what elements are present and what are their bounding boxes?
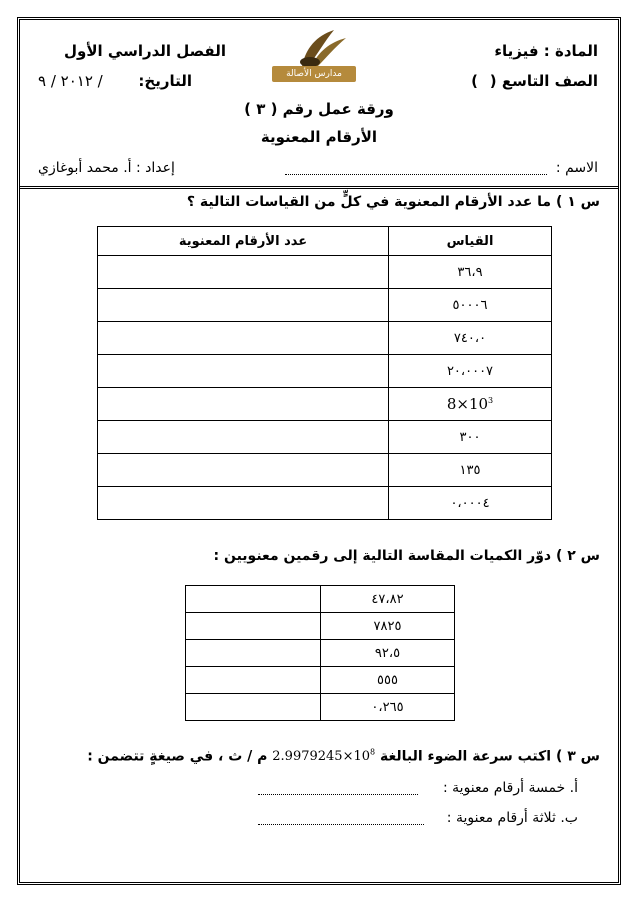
answer-cell[interactable] — [98, 322, 389, 355]
class-label: الصف التاسع ( — [489, 72, 598, 90]
q2-question: س ٢ ) دوّر الكميات المقاسة التالية إلى رقمين معنويين : — [213, 548, 600, 564]
quantity-cell: ٠،٢٦٥ — [321, 694, 455, 721]
answer-cell[interactable] — [186, 640, 321, 667]
table-row — [186, 640, 455, 667]
table-row — [186, 613, 455, 640]
measurement-cell: ١٣٥ — [389, 454, 552, 487]
answer-cell[interactable] — [186, 667, 321, 694]
answer-cell[interactable] — [186, 586, 321, 613]
measurement-cell: ٧٤٠،٠ — [389, 322, 552, 355]
q3-question-end: م / ث ، في صيغةٍ تتضمن : — [87, 748, 268, 765]
q2-table — [185, 585, 455, 721]
header-divider — [20, 186, 618, 189]
measurement-cell: ٠،٠٠٠٤ — [389, 487, 552, 520]
prepared-by: إعداد : أ. محمد أبوغازي — [38, 160, 175, 176]
answer-cell[interactable] — [98, 388, 389, 421]
school-logo — [272, 28, 356, 95]
table-row — [98, 487, 552, 520]
name-field[interactable] — [285, 174, 547, 175]
table-row — [186, 586, 455, 613]
part-a-answer[interactable] — [258, 794, 418, 795]
table-row — [186, 667, 455, 694]
quill-icon — [272, 28, 356, 68]
class-close: ) — [471, 72, 478, 90]
table-row — [98, 322, 552, 355]
answer-cell[interactable] — [98, 289, 389, 322]
answer-cell[interactable] — [186, 694, 321, 721]
measurement-cell: ٥٠٠٠٦ — [389, 289, 552, 322]
q3-question-start: س ٣ ) اكتب سرعة الضوء البالغة — [380, 748, 600, 765]
answer-cell[interactable] — [98, 487, 389, 520]
col-count: عدد الأرقام المعنوية — [98, 227, 389, 256]
part-b-answer[interactable] — [258, 824, 424, 825]
answer-cell[interactable] — [98, 355, 389, 388]
q3-question — [87, 748, 600, 764]
measurement-cell — [389, 388, 552, 421]
quantity-cell: ٧٨٢٥ — [321, 613, 455, 640]
name-label: الاسم : — [555, 160, 598, 176]
table-row — [186, 694, 455, 721]
semester-label: الفصل الدراسي الأول — [64, 42, 226, 60]
part-a-label: أ. خمسة أرقام معنوية : — [443, 780, 578, 796]
table-row — [98, 388, 552, 421]
part-b-label: ب. ثلاثة أرقام معنوية : — [446, 810, 578, 826]
sheet-subtitle: الأرقام المعنوية — [260, 128, 378, 146]
speed-exponent: 8 — [370, 748, 376, 757]
subject-label: المادة : فيزياء — [494, 42, 598, 60]
speed-base: 2.9979245×10 — [272, 749, 371, 765]
measurement-cell: ٣٦،٩ — [389, 256, 552, 289]
answer-cell[interactable] — [98, 421, 389, 454]
table-row — [98, 256, 552, 289]
sheet-title: ورقة عمل رقم ( ٣ ) — [244, 100, 394, 118]
quantity-cell: ٩٢،٥ — [321, 640, 455, 667]
sci-exponent: 3 — [488, 396, 494, 405]
speed-of-light — [272, 749, 375, 764]
date-label: التاريخ: — [138, 72, 192, 90]
measurement-cell: ٣٠٠ — [389, 421, 552, 454]
quantity-cell: ٤٧،٨٢ — [321, 586, 455, 613]
col-measurement: القياس — [389, 227, 552, 256]
table-row — [98, 289, 552, 322]
date-value: ٢٠١٢ / ٩ / — [38, 72, 103, 90]
q1-question: س ١ ) ما عدد الأرقام المعنوية في كلٍّ من القياسات التالية ؟ — [186, 194, 600, 210]
quantity-cell: ٥٥٥ — [321, 667, 455, 694]
measurement-cell: ٢٠،٠٠٠٧ — [389, 355, 552, 388]
sci-base: 8×10 — [446, 395, 489, 413]
table-row — [98, 421, 552, 454]
logo-text: مدارس الأصالة والمعاصرة — [272, 66, 356, 82]
q1-table — [97, 226, 552, 520]
answer-cell[interactable] — [98, 454, 389, 487]
answer-cell[interactable] — [186, 613, 321, 640]
answer-cell[interactable] — [98, 256, 389, 289]
q1-header-row — [98, 227, 552, 256]
table-row — [98, 454, 552, 487]
table-row — [98, 355, 552, 388]
